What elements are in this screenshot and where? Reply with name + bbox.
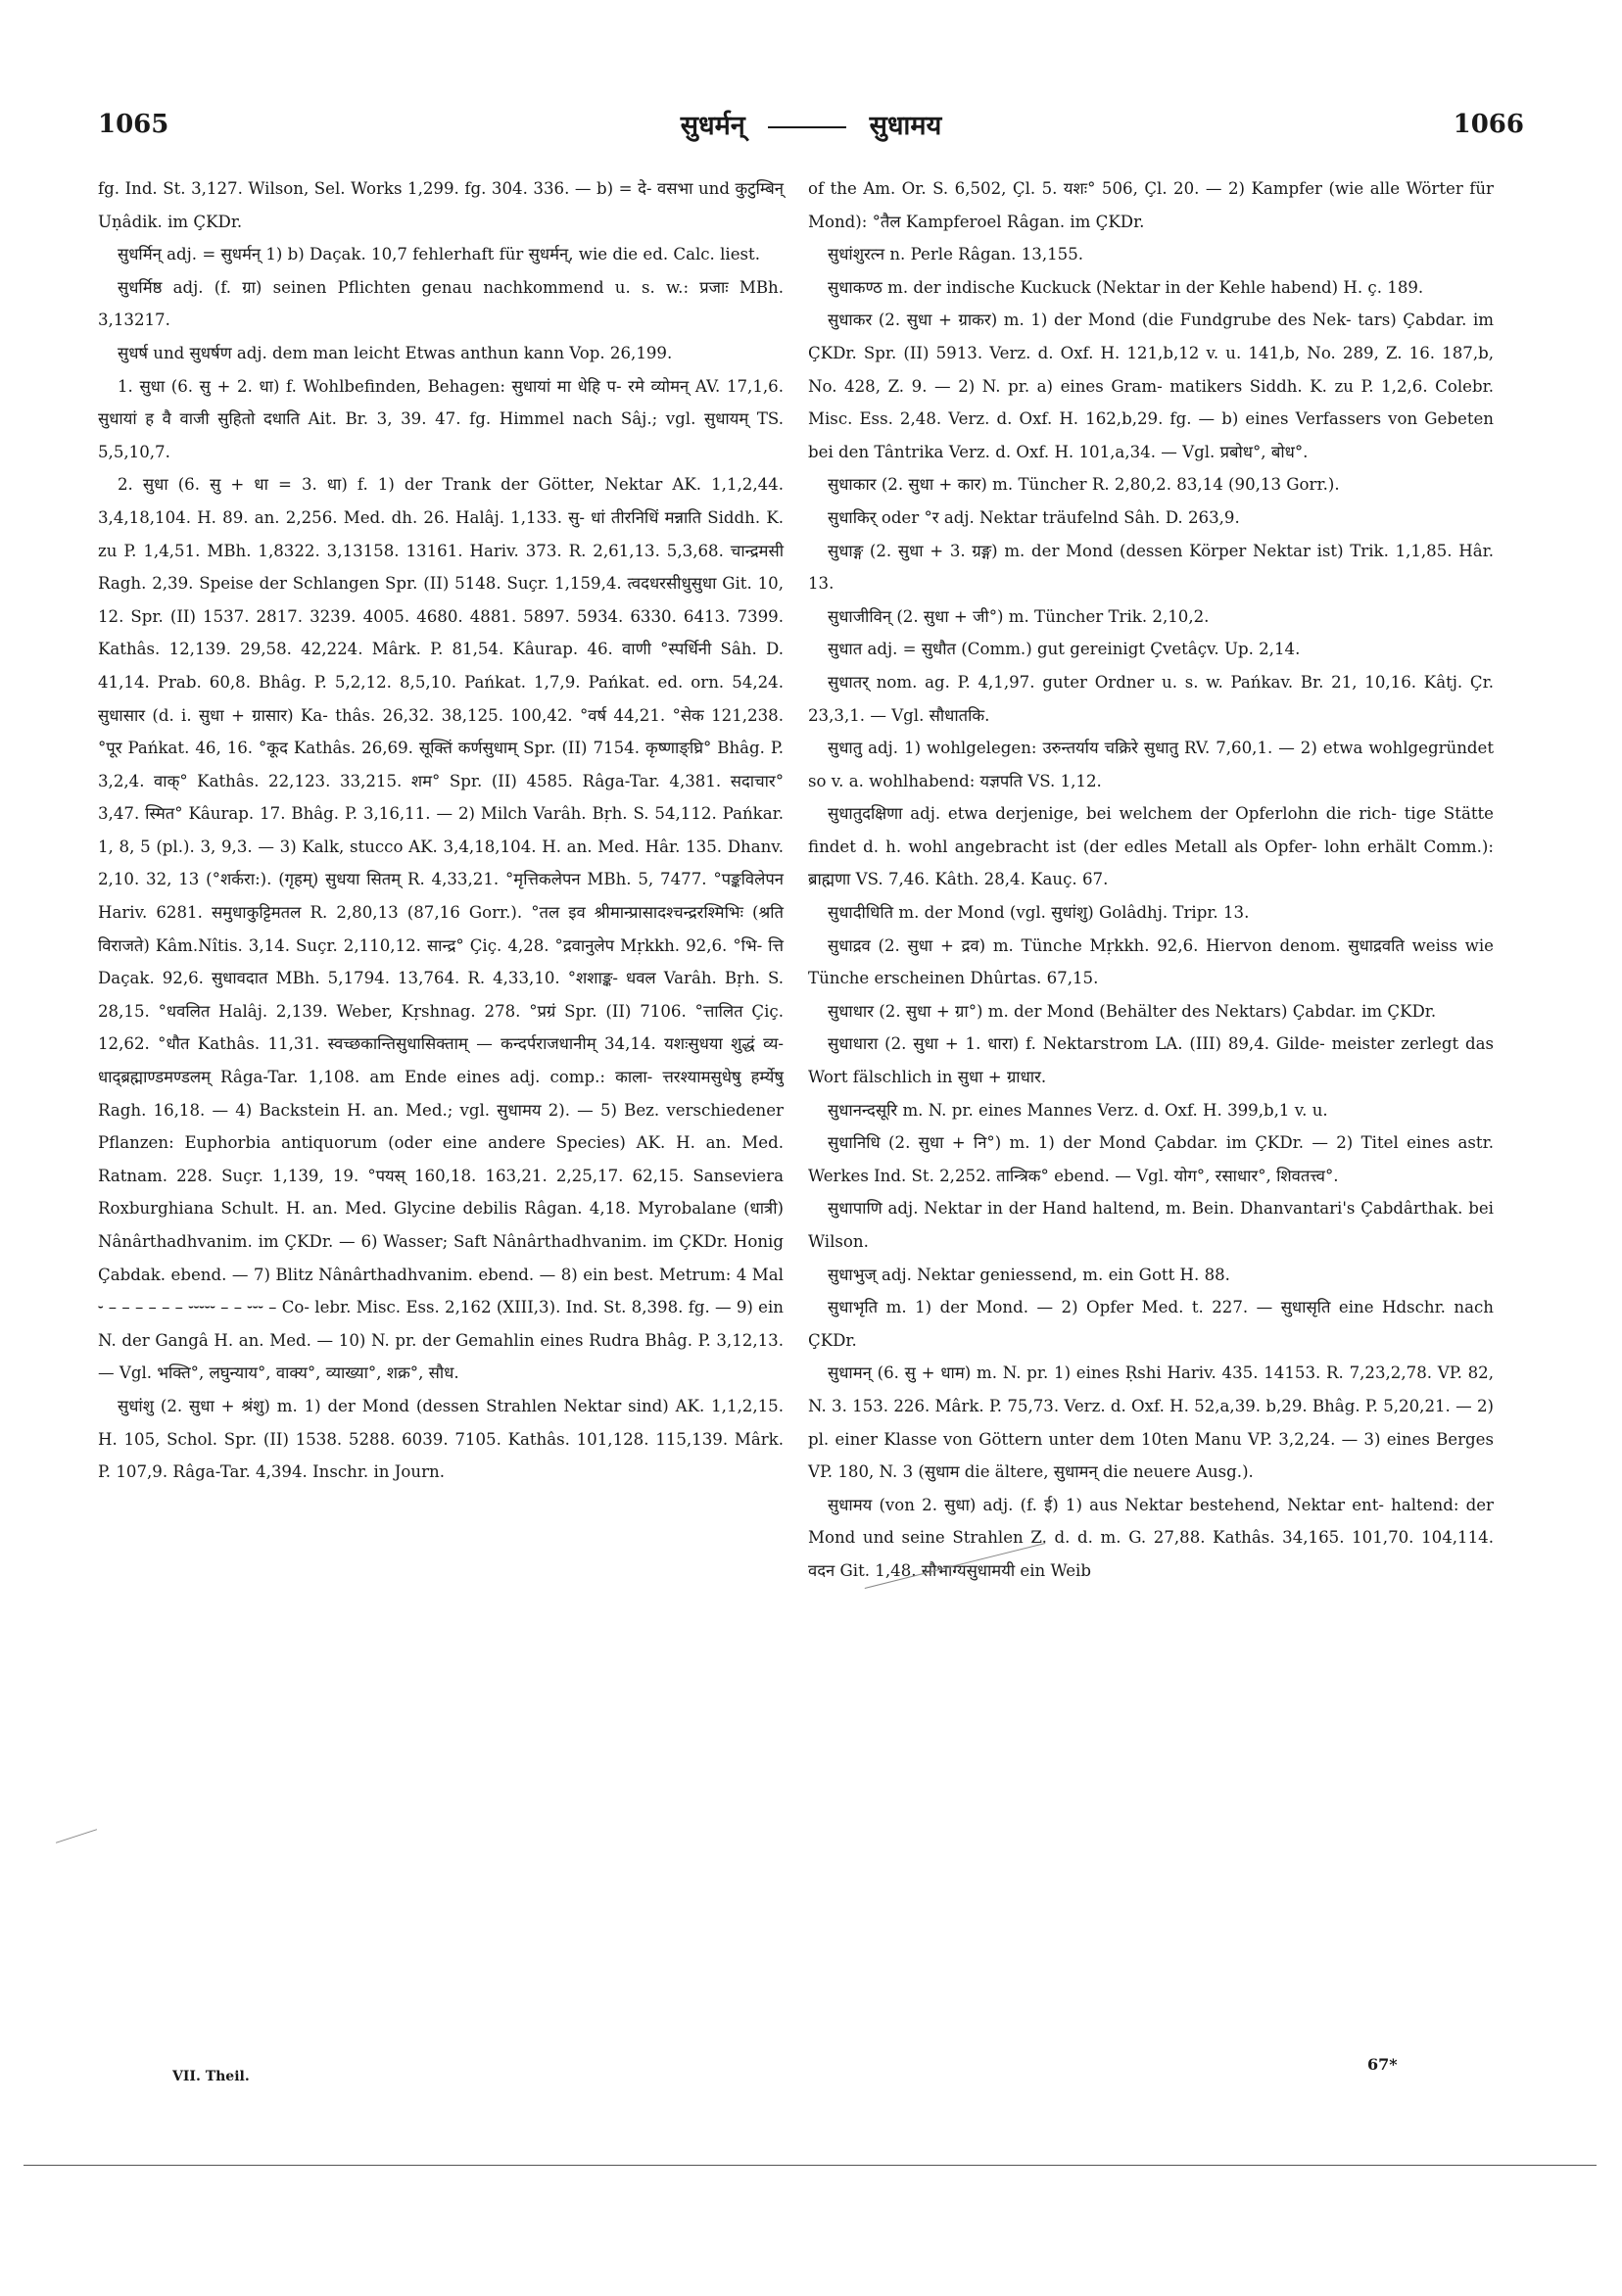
entry: सुधर्ष und सुधर्षण adj. dem man leicht Etwas anthun kann Vop. 26,199. [118,343,673,362]
entry: fg. Ind. St. 3,127. Wilson, Sel. Works 1,299. fg. 304. 336. — b) = दे- वसभा und कुटुम्बिन् Uṇâdik. im ÇKDr. [98,179,784,231]
page-number-right: 1066 [1453,110,1524,139]
running-head [0,106,1622,142]
entry: सुधामन् (6. सु + धाम) m. N. pr. 1) eines Ṛshi Hariv. 435. 14153. R. 7,23,2,78. VP. 82, N. 3. 153. 226. Mârk. P. 75,73. Verz. d. Oxf. H. 52,a,39. b,29. Bhâg. P. 5,20,21. — 2) pl. einer Klasse von Göttern unter dem 10ten Manu VP. 3,2,24. — 3) eines Berges VP. 180, N. 3 (सुधाम die ältere, सुधामन् die neuere Ausg.). [808,1363,1495,1482]
volume-note: VII. Theil. [172,2069,250,2084]
entry: सुधादीधिति m. der Mond (vgl. सुधांशु) Golâdhj. Tripr. 13. [828,903,1250,923]
entry: सुधात adj. = सुधौत (Comm.) gut gereinigt Çvetâçv. Up. 2,14. [828,640,1301,659]
entry: सुधाकर (2. सुधा + ग्राकर) m. 1) der Mond (die Fundgrube des Nek- tars) Çabdar. im ÇKDr. Spr. (II) 5913. Verz. d. Oxf. H. 121,b,12 v. u. 141,b, No. 289, Z. 16. 187,b, No. 428, Z. 9. — 2) N. pr. a) eines Gram- matikers Siddh. K. zu P. 1,2,6. Colebr. Misc. Ess. 2,48. Verz. d. Oxf. H. 162,b,29. fg. — b) eines Verfassers von Gebeten bei den Tântrika Verz. d. Oxf. H. 101,a,34. — Vgl. प्रबोध°, बोध°. [808,311,1494,461]
entry: सुधाकिर् oder °र adj. Nektar träufelnd Sâh. D. 263,9. [828,507,1240,527]
entry: सुधाकण्ठ m. der indische Kuckuck (Nektar in der Kehle habend) H. ç. 189. [828,277,1424,297]
sheet-signature: 67* [1367,2055,1398,2074]
entry: 2. सुधा (6. सु + धा = 3. धा) f. 1) der Trank der Götter, Nektar AK. 1,1,2,44. 3,4,18,104. H. 89. an. 2,256. Med. dh. 26. Halâj. 1,133. सु- धां तीरनिधिं मन्नाति Siddh. K. zu P. 1,4,51. MBh. 1,8322. 3,13158. 13161. Hariv. 373. R. 2,61,13. 5,3,68. चान्द्रमसी Ragh. 2,39. Speise der Schlangen Spr. (II) 5148. Suçr. 1,159,4. त्वदधरसीधुसुधा Git. 10, 12. Spr. (II) 1537. 2817. 3239. 4005. 4680. 4881. 5897. 5934. 6330. 6413. 7399. Kathâs. 12,139. 29,58. 42,224. Mârk. P. 81,54. Kâurap. 46. वाणी °स्पर्धिनी Sâh. D. 41,14. Prab. 60,8. Bhâg. P. 5,2,12. 8,5,10. Pańkat. 1,7,9. Pańkat. ed. orn. 54,24. सुधासार (d. i. सुधा + ग्रासार) Ka- thâs. 26,32. 38,125. 100,42. °वर्ष 44,21. °सेक 121,238. °पूर Pańkat. 46, 16. °कूद Kathâs. 26,69. सूक्तिं कर्णसुधाम् Spr. (II) 7154. कृष्णाङ्घ्रि° Bhâg. P. 3,2,4. वाक्° Kathâs. 22,123. 33,215. शम° Spr. (II) 4585. Râga-Tar. 4,381. सदाचार° 3,47. स्मित° Kâurap. 17. Bhâg. P. 3,16,11. — 2) Milch Varâh. Bṛh. S. 54,112. Pańkar. 1, 8, 5 (pl.). 3, 9,3. — 3) Kalk, stucco AK. 3,4,18,104. H. an. Med. Hâr. 135. Dhanv. 2,10. 32, 13 (°शर्करा:). (गृहम्) सुधया सितम् R. 4,33,21. °मृत्तिकलेपन MBh. 5, 7477. °पङ्कविलेपन Hariv. 6281. समुधाकुट्टिमतल R. 2,80,13 (87,16 Gorr.). °तल इव श्रीमान्प्रासादश्चन्द्ररश्मिभिः (श्रति विराजते) Kâm.Nîtis. 3,14. Suçr. 2,110,12. सान्द्र° Çiç. 4,28. °द्रवानुलेप Mṛkkh. 92,6. °भि- त्ति Daçak. 92,6. सुधावदात MBh. 5,1794. 13,764. R. 4,33,10. °शशाङ्क- धवल Varâh. Bṛh. S. 28,15. °धवलित Halâj. 2,139. Weber, Kṛshnag. 278. °प्रग्रं Spr. (II) 7106. °त्तालित Çiç. 12,62. °धौत Kathâs. 11,31. स्वच्छकान्तिसुधासिक्ताम् — कन्दर्पराजधानीम् 34,14. यशःसुधया शुद्धं व्य- धाद्ब्रह्माण्डमण्डलम् Râga-Tar. 1,108. am Ende eines adj. comp.: काला- त्तरश्यामसुधेषु हर्म्येषु Ragh. 16,18. — 4) Backstein H. an. Med.; vgl. सुधामय 2). — 5) Bez. verschiedener Pflanzen: Euphorbia antiquorum (oder eine andere Species) AK. H. an. Med. Ratnam. 228. Suçr. 1,139, 19. °पयस् 160,18. 163,21. 2,25,17. 62,15. Sanseviera Roxburghiana Schult. H. an. Med. Glycine debilis Râgan. 4,18. Myrobalane (धात्री) Nânârthadhvanim. im ÇKDr. — 6) Wasser; Saft Nânârthadhvanim. im ÇKDr. Honig Çabdak. ebend. — 7) Blitz Nânârthadhvanim. ebend. — 8) ein best. Metrum: 4 Mal ⏑ – – – – – – ⏑⏑⏑⏑⏑ – – ⏑⏑⏑ – Co- lebr. Misc. Ess. 2,162 (XIII,3). Ind. St. 8,398. fg. — 9) ein N. der Gangâ H. an. Med. — 10) N. pr. der Gemahlin eines Rudra Bhâg. P. 3,12,13. — Vgl. भक्ति°, लघुन्याय°, वाक्य°, व्याख्या°, शक्र°, सौध. [98,475,784,1383]
entry: सुधांशुरत्न n. Perle Râgan. 13,155. [828,245,1084,264]
entry: सुधाजीविन् (2. सुधा + जी°) m. Tüncher Trik. 2,10,2. [828,606,1210,626]
entry: सुधांशु (2. सुधा + श्रंशु) m. 1) der Mond (dessen Strahlen Nektar sind) AK. 1,1,2,15. H. 105, Schol. Spr. (II) 1538. 5288. 6039. 7105. Kathâs. 101,128. 115,139. Mârk. P. 107,9. Râga-Tar. 4,394. Inschr. in Journ. [98,1396,784,1482]
pencil-mark [56,1829,97,1843]
entry: सुधानन्दसूरि m. N. pr. eines Mannes Verz. d. Oxf. H. 399,b,1 v. u. [828,1100,1328,1120]
entry: सुधाद्रव (2. सुधा + द्रव) m. Tünche Mṛkkh. 92,6. Hiervon denom. सुधाद्रवति weiss wie Tünche erscheinen Dhûrtas. 67,15. [808,935,1494,988]
entry: 1. सुधा (6. सु + 2. धा) f. Wohlbefinden, Behagen: सुधायां मा धेहि प- रमे व्योमन् AV. 17,1,6. सुधायां ह वै वाजी सुहितो दधाति Ait. Br. 3, 39. 47. fg. Himmel nach Sâj.; vgl. सुधायम् TS. 5,5,10,7. [98,376,784,461]
entry: सुधाधारा (2. सुधा + 1. धारा) f. Nektarstrom LA. (III) 89,4. Gilde- meister zerlegt das Wort fälschlich in सुधा + ग्राधार. [808,1034,1494,1087]
entry: सुधाभुज् adj. Nektar geniessend, m. ein Gott H. 88. [828,1265,1230,1284]
entry: सुधातर् nom. ag. P. 4,1,97. guter Ordner u. s. w. Pańkav. Br. 21, 10,16. Kâtj. Çr. 23,3,1. — Vgl. सौधातकि. [808,672,1494,725]
bottom-rule [24,2165,1597,2166]
entry: सुधापाणि adj. Nektar in der Hand haltend, m. Bein. Dhanvantari's Çabdârthak. bei Wilson. [808,1199,1494,1251]
running-head-right: सुधामय [869,111,942,141]
entry: सुधाङ्ग (2. सुधा + 3. ग्रङ्ग) m. der Mond (dessen Körper Nektar ist) Trik. 1,1,85. Hâr. 13. [808,541,1494,594]
entry: सुधाभृति m. 1) der Mond. — 2) Opfer Med. t. 227. — सुधासृति eine Hdschr. nach ÇKDr. [808,1298,1494,1350]
page-number-left: 1065 [98,110,169,139]
entry: सुधर्मिन् adj. = सुधर्मन् 1) b) Daçak. 10,7 fehlerhaft für सुधर्मन्, wie die ed. Calc. liest. [118,245,760,264]
entry: सुधातु adj. 1) wohlgelegen: उरुन्तर्याय चक्रिरे सुधातु RV. 7,60,1. — 2) etwa wohlgegründet so v. a. wohlhabend: यज्ञपति VS. 1,12. [808,739,1494,790]
right-column [808,172,1494,1588]
entry: सुधानिधि (2. सुधा + नि°) m. 1) der Mond Çabdar. im ÇKDr. — 2) Titel eines astr. Werkes Ind. St. 2,252. तान्त्रिक° ebend. — Vgl. योग°, रसाधार°, शिवतत्त्व°. [808,1133,1494,1185]
entry: सुधातुदक्षिणा adj. etwa derjenige, bei welchem der Opferlohn die rich- tige Stätte findet d. h. wohl angebracht ist (der edles Metall als Opfer- lohn erhält Comm.): ब्राह्मणा VS. 7,46. Kâth. 28,4. Kauç. 67. [808,804,1494,889]
running-head-dash [768,126,846,128]
entry: सुधाधार (2. सुधा + ग्रा°) m. der Mond (Behälter des Nektars) Çabdar. im ÇKDr. [828,1001,1437,1021]
left-column [98,172,784,1489]
running-head-left: सुधर्मन् [680,111,745,141]
entry: सुधाकार (2. सुधा + कार) m. Tüncher R. 2,80,2. 83,14 (90,13 Gorr.). [828,475,1340,495]
entry: of the Am. Or. S. 6,502, Çl. 5. यशः° 506, Çl. 20. — 2) Kampfer (wie alle Wörter für Mond): °तैल Kampferoel Râgan. im ÇKDr. [808,179,1494,231]
entry: सुधामय (von 2. सुधा) adj. (f. ई) 1) aus Nektar bestehend, Nektar ent- haltend: der Mond und seine Strahlen Z. d. d. m. G. 27,88. Kathâs. 34,165. 101,70. 104,114. वदन Git. 1,48. सौभाग्यसुधामयी ein Weib [808,1495,1494,1580]
entry: सुधर्मिष्ठ adj. (f. ग्रा) seinen Pflichten genau nachkommend u. s. w.: प्रजाः MBh. 3,13217. [98,277,784,330]
